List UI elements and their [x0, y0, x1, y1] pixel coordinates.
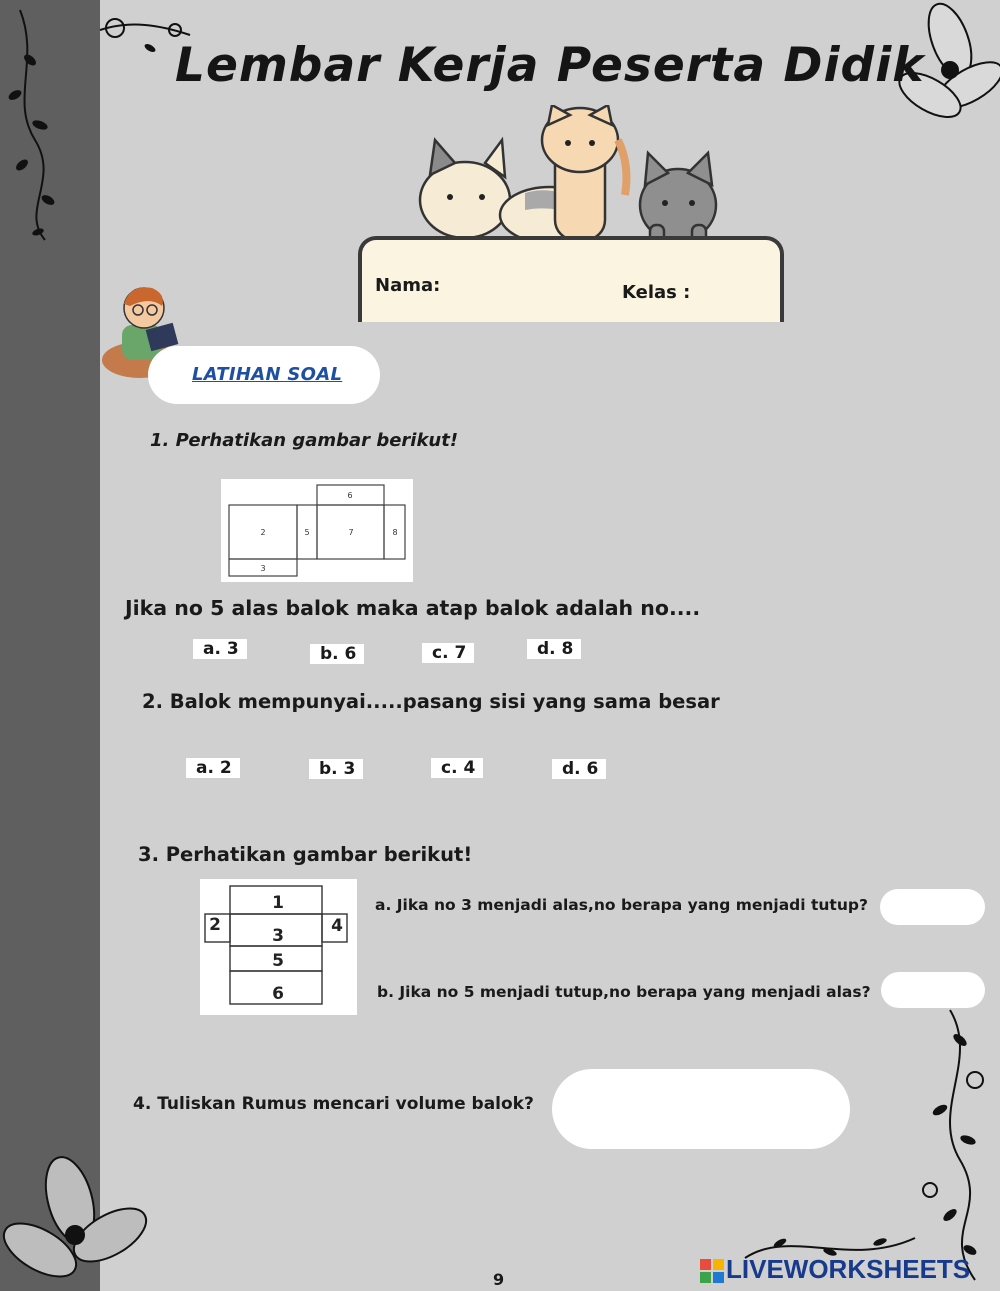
kelas-label: Kelas : — [622, 282, 691, 303]
balok-net-figure-2 — [200, 879, 357, 1015]
liveworksheets-brand: LIVEWORKSHEETS — [726, 1254, 971, 1284]
fig1-label-3: 3 — [260, 564, 266, 573]
question-1-prompt: 1. Perhatikan gambar berikut! — [150, 430, 459, 451]
q3a-answer-field[interactable] — [880, 889, 985, 925]
fig2-label-6: 6 — [272, 984, 284, 1004]
fig2-label-2: 2 — [209, 915, 221, 935]
page-number: 9 — [493, 1270, 505, 1289]
q2-option-b[interactable]: b. 3 — [309, 759, 363, 779]
fig1-label-6: 6 — [347, 491, 353, 500]
cats-illustration — [410, 105, 730, 245]
question-2-text: 2. Balok mempunyai.....pasang sisi yang sama besar — [142, 690, 720, 713]
flower-bottom-left — [0, 1140, 160, 1291]
fig2-label-1: 1 — [272, 893, 284, 913]
fig2-label-4: 4 — [331, 916, 343, 936]
fig1-label-8: 8 — [392, 528, 398, 537]
fig2-label-5: 5 — [272, 951, 284, 971]
liveworksheets-logo-icon — [700, 1259, 724, 1283]
q2-option-d[interactable]: d. 6 — [552, 759, 606, 779]
balok-net-figure-1 — [221, 479, 413, 582]
question-3a-text: a. Jika no 3 menjadi alas,no berapa yang menjadi tutup? — [375, 896, 868, 914]
floral-vine-top-left — [0, 0, 200, 250]
q1-option-a[interactable]: a. 3 — [193, 639, 247, 659]
question-4-text: 4. Tuliskan Rumus mencari volume balok? — [133, 1094, 534, 1114]
nama-label: Nama: — [375, 275, 441, 296]
q1-option-b[interactable]: b. 6 — [310, 644, 364, 664]
question-1-text: Jika no 5 alas balok maka atap balok adalah no.... — [125, 596, 701, 620]
q2-option-c[interactable]: c. 4 — [431, 758, 483, 778]
q1-option-d[interactable]: d. 8 — [527, 639, 581, 659]
q3b-answer-field[interactable] — [881, 972, 985, 1008]
q4-answer-field[interactable] — [552, 1069, 850, 1149]
question-3b-text: b. Jika no 5 menjadi tutup,no berapa yang menjadi alas? — [377, 983, 871, 1001]
question-3-prompt: 3. Perhatikan gambar berikut! — [138, 843, 473, 866]
fig1-label-2: 2 — [260, 528, 266, 537]
page-title: Lembar Kerja Peserta Didik — [175, 38, 925, 93]
fig1-label-7: 7 — [348, 528, 354, 537]
q2-option-a[interactable]: a. 2 — [186, 758, 240, 778]
section-label: LATIHAN SOAL — [192, 364, 343, 385]
q1-option-c[interactable]: c. 7 — [422, 643, 474, 663]
fig2-label-3: 3 — [272, 926, 284, 946]
fig1-label-5: 5 — [304, 528, 310, 537]
